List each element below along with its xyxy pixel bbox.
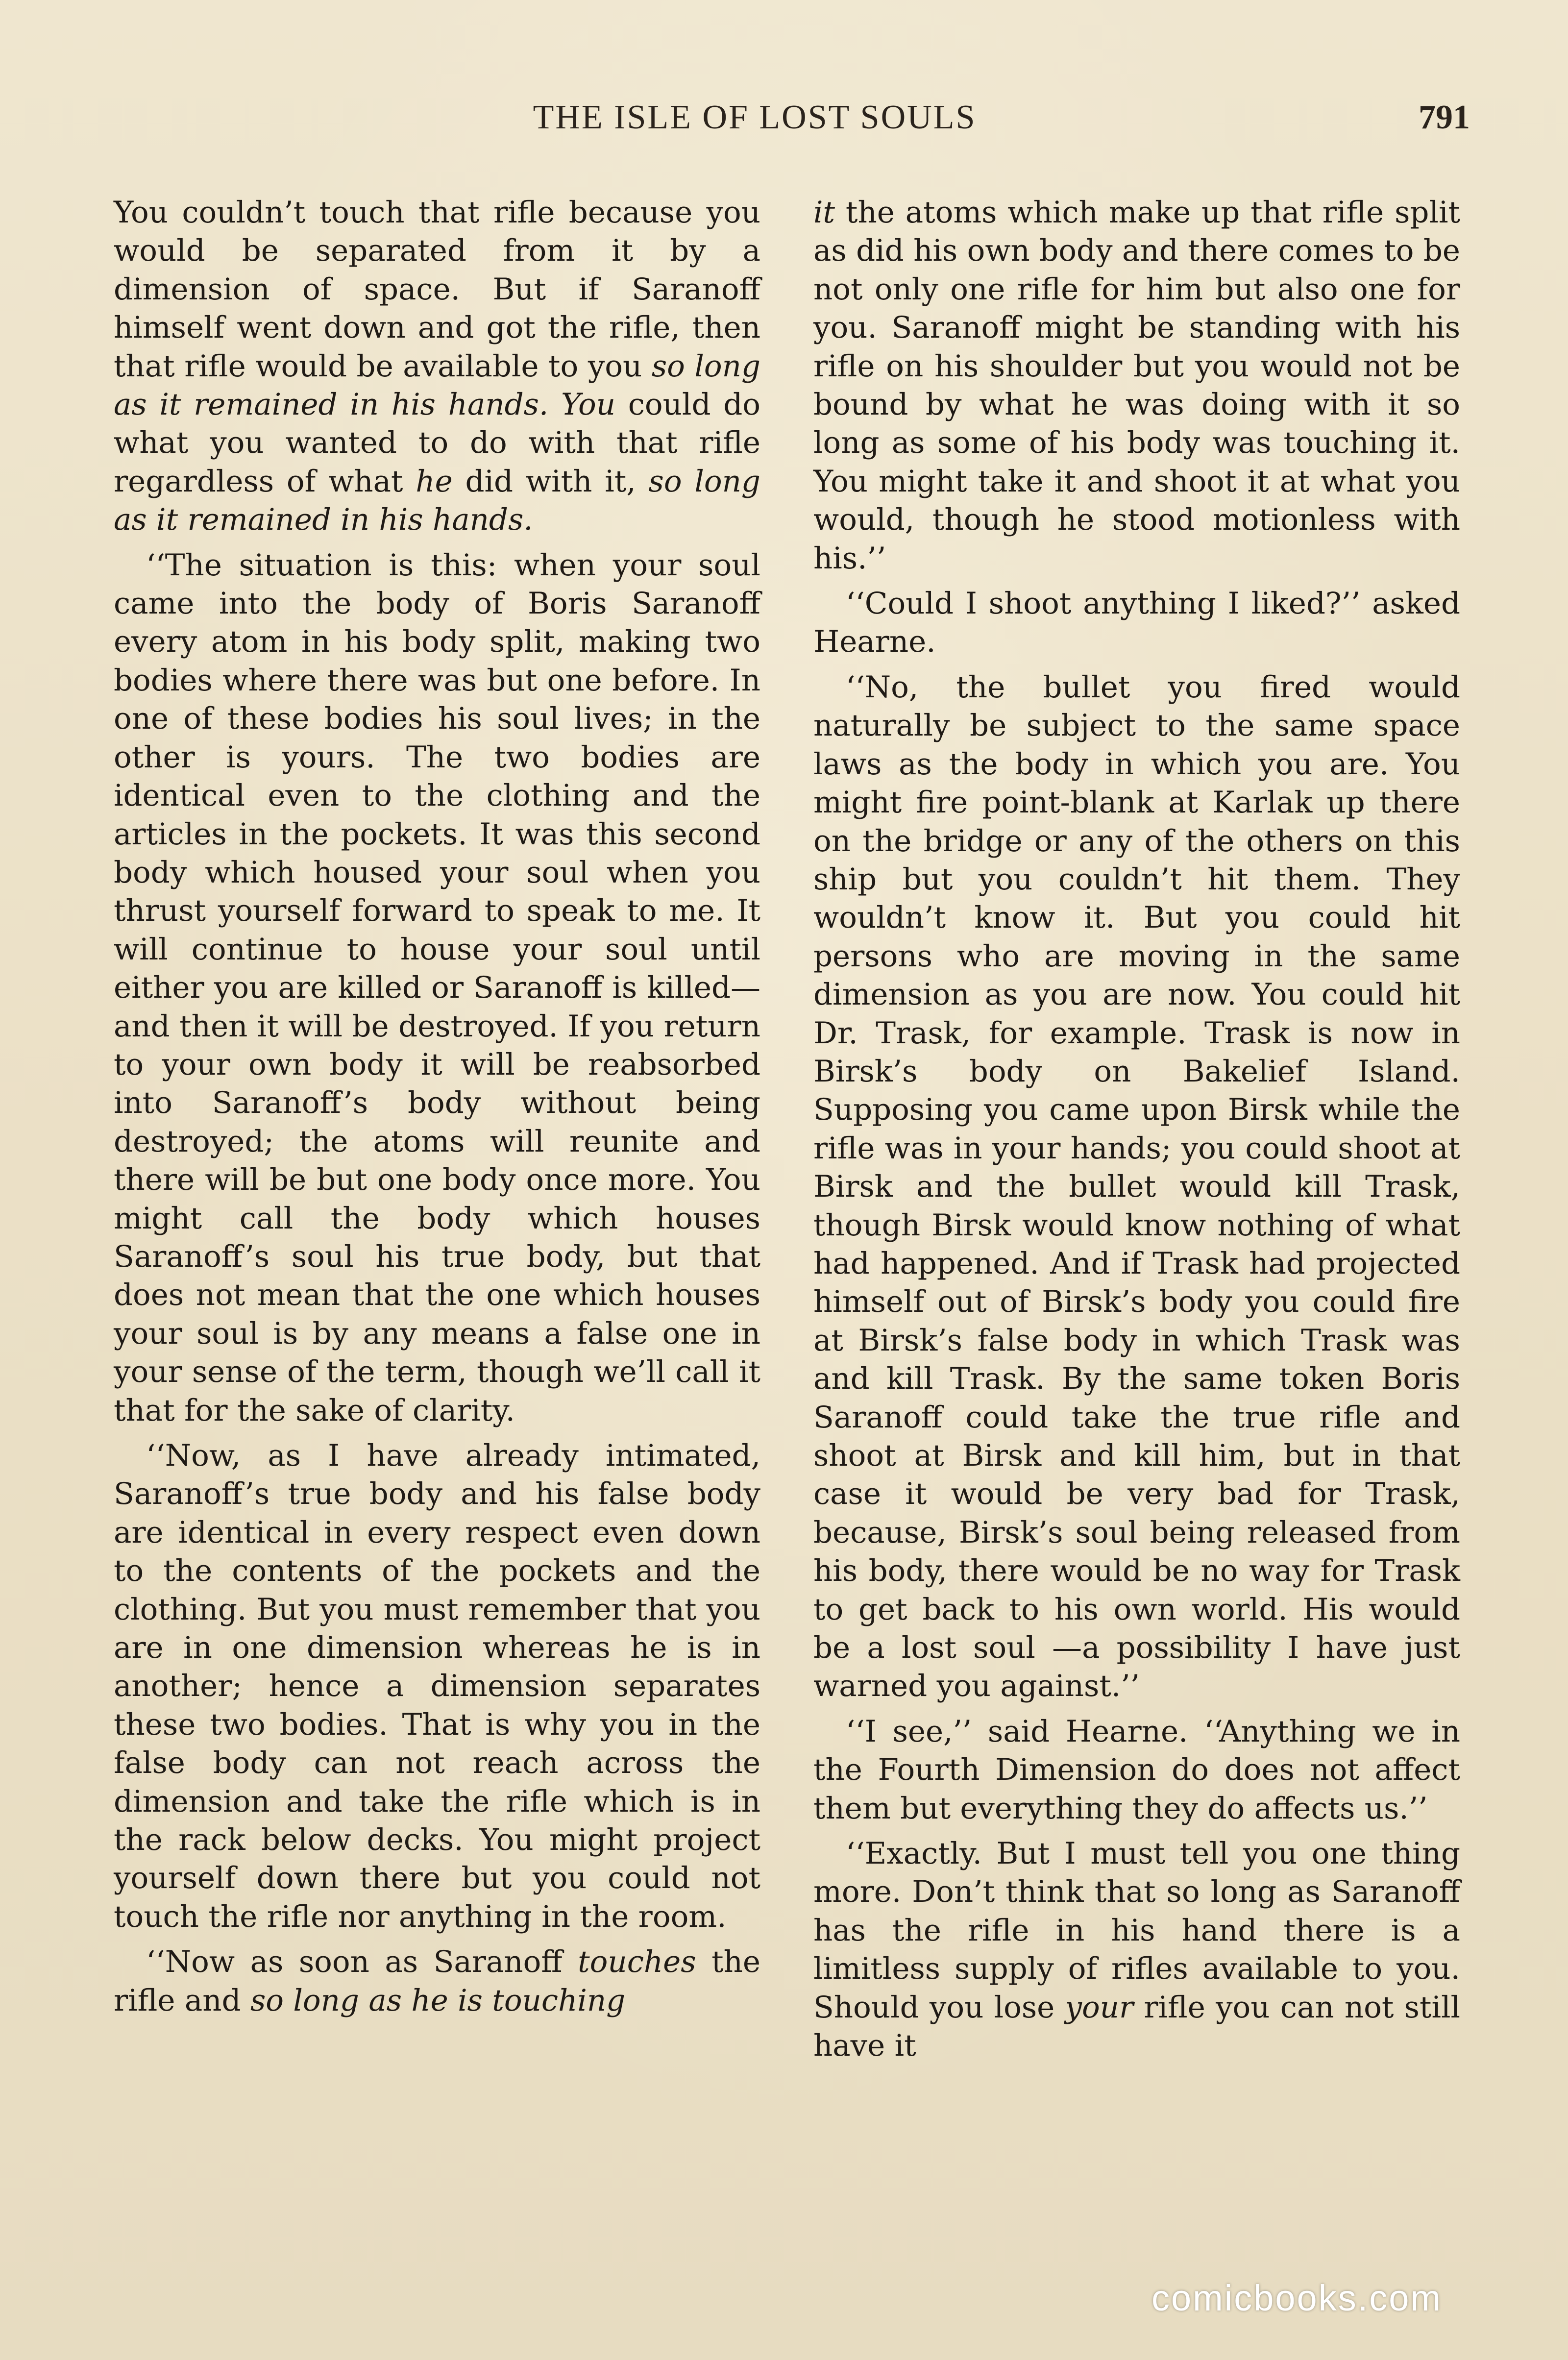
text-run: ‘‘I see,’’ said Hearne. ‘‘Anything we in the Fourth Dimension do does not affect them but everything they do affects us.’’ (813, 1714, 1460, 1826)
paragraph (813, 585, 1460, 662)
italic-text: it (813, 195, 835, 230)
text-run: ‘‘The situation is this: when your soul came into the body of Boris Saranoff every atom in his body split, making two bodies where there was but one before. In one of these bodies his soul lives; in the other is yours. The two bodies are identical even to the clothing and the articles in the pockets. It was this second body which housed your soul when you thrust yourself forward to speak to me. It will continue to house your soul until either you are killed or Saranoff is killed—and then it will be destroyed. If you return to your own body it will be reabsorbed into Saranoff’s body without being destroyed; the atoms will reunite and there will be but one body once more. You might call the body which houses Saranoff’s soul his true body, but that does not mean that the one which houses your soul is by any means a false one in your sense of the term, though we’ll call it that for the sake of clarity. (114, 547, 760, 1428)
page-number: 791 (1419, 98, 1470, 136)
left-column (114, 194, 760, 2020)
paragraph (813, 194, 1460, 578)
italic-text: so long as he is touching (250, 1983, 626, 2018)
site-watermark: comicbooks.com (1152, 2278, 1443, 2318)
text-run: ‘‘Now, as I have already intimated, Saranoff’s true body and his false body are identical in every respect even down to the contents of the pockets and the clothing. But you must remember that you are in one dimension whereas he is in another; hence a dimension separates these two bodies. That is why you in the false body can not reach across the dimension and take the rifle which is in the rack below decks. You might project yourself down there but you could not touch the rifle nor anything in the room. (114, 1438, 760, 1934)
paragraph (114, 1437, 760, 1936)
text-run: ‘‘Exactly. But I must tell you one thing more. Don’t think that so long as Saranoff has the rifle in his hand there is a limitless supply of rifles available to you. Should you lose (813, 1836, 1460, 2025)
text-run: the rifle and (114, 1944, 760, 2018)
paragraph (813, 1713, 1460, 1828)
text-run: the atoms which make up that rifle split as did his own body and there comes to be not only one rifle for him but also one for you. Saranoff might be standing with his rifle on his shoulder but you would not be bound by what he was doing with it so long as some of his body was touching it. You might take it and shoot it at what you would, though he stood motionless with his.’’ (813, 195, 1460, 576)
italic-text: he (416, 464, 453, 499)
paragraph (813, 668, 1460, 1706)
paragraph (813, 1835, 1460, 2065)
text-run: You couldn’t touch that rifle because you would be separated from it by a dimension of space. But if Saranoff himself went down and got the rifle, then that rifle would be available to you (114, 195, 760, 384)
paragraph (114, 1943, 760, 2020)
italic-text: so long as it remained in his hands. You (114, 348, 760, 422)
text-run: ‘‘Now as soon as Saranoff (146, 1944, 578, 1980)
text-run: ‘‘Could I shoot anything I liked?’’ asked Hearne. (813, 586, 1460, 660)
text-run: ‘‘No, the bullet you fired would naturally be subject to the same space laws as the body in which you are. You might fire point-blank at Karlak up there on the bridge or any of the others on this ship but you couldn’t hit them. They wouldn’t know it. But you could hit persons who are moving in the same dimension as you are now. You could hit Dr. Trask, for example. Trask is now in Birsk’s body on Bakelief Island. Supposing you came upon Birsk while the rifle was in your hands; you could shoot at Birsk and the bullet would kill Trask, though Birsk would know nothing of what had happened. And if Trask had projected himself out of Birsk’s body you could fire at Birsk’s false body in which Trask was and kill Trask. By the same token Boris Saranoff could take the true rifle and shoot at Birsk and kill him, but in that case it would be very bad for Trask, because, Birsk’s soul being released from his body, there would be no way for Trask to get back to his own world. His would be a lost soul —a possibility I have just warned you against.’’ (813, 669, 1460, 1704)
italic-text: so long as it remained in his hands. (114, 464, 760, 538)
paragraph (114, 546, 760, 1430)
italic-text: touches (578, 1944, 696, 1980)
paragraph (114, 194, 760, 540)
italic-text: your (1065, 1990, 1134, 2025)
running-header: THE ISLE OF LOST SOULS (533, 98, 977, 136)
text-run: could do what you wanted to do with that rifle regardless of what (114, 387, 760, 499)
text-run: did with it, (452, 464, 649, 499)
text-run: rifle you can not still have it (813, 1990, 1460, 2064)
right-column (813, 194, 1460, 2065)
